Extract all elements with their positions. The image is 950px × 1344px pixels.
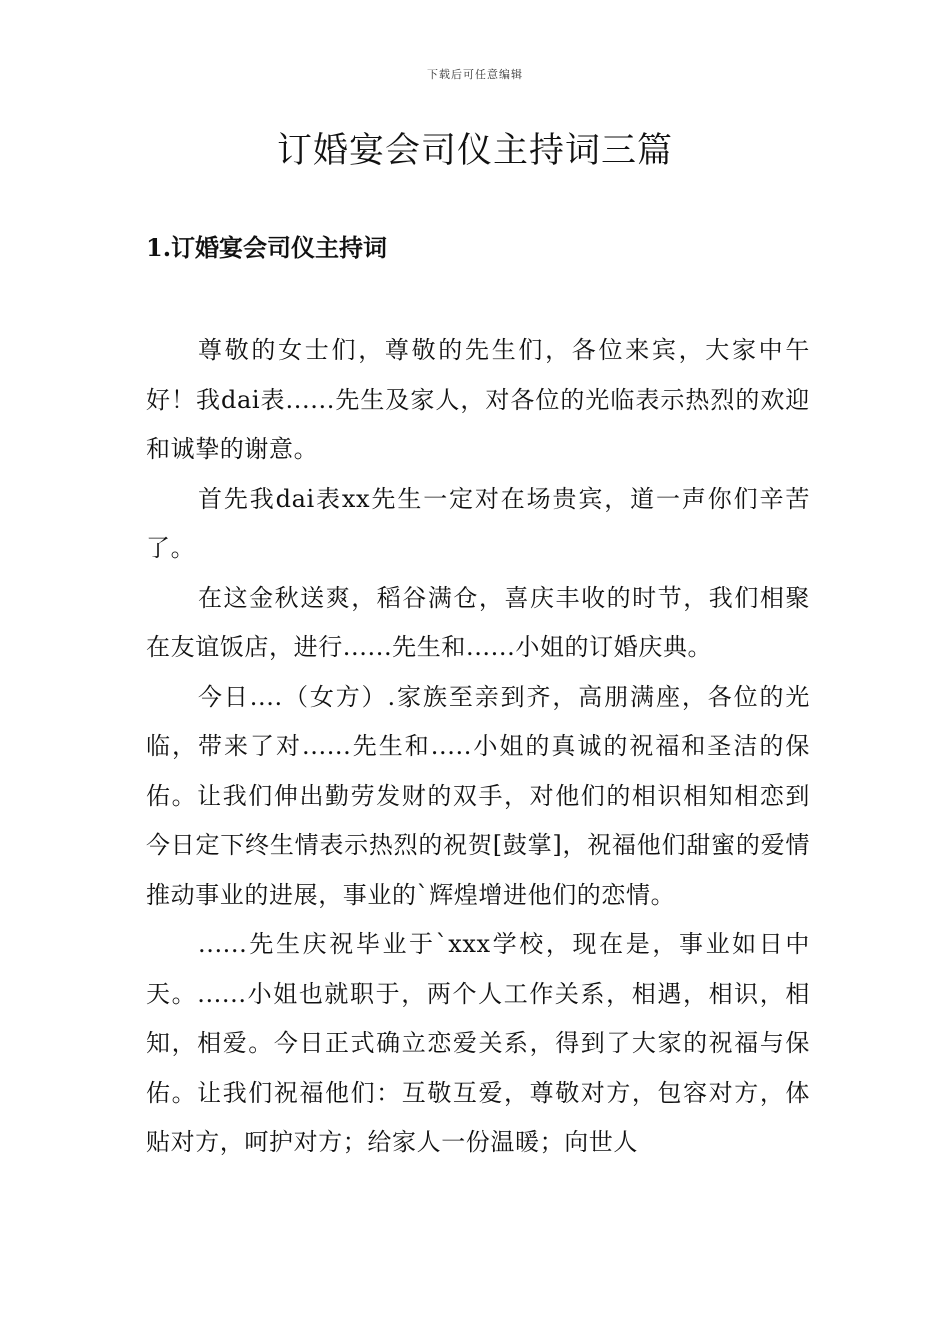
paragraph: ......先生庆祝毕业于`xxx学校，现在是，事业如日中天。......小姐也就职于，两个人工作关系，相遇，相识，相知，相爱。今日正式确立恋爱关系，得到了大家的祝福与保佑。让我们祝福他们：互敬互爱，尊敬对方，包容对方，体贴对方，呵护对方；给家人一份温暖；向世人 — [146, 930, 810, 1156]
paragraph: 尊敬的女士们，尊敬的先生们，各位来宾，大家中午好！我dai表......先生及家人，对各位的光临表示热烈的欢迎和诚挚的谢意。 — [146, 336, 810, 463]
paragraph: 在这金秋送爽，稻谷满仓，喜庆丰收的时节，我们相聚在友谊饭店，进行......先生和......小姐的订婚庆典。 — [146, 583, 810, 661]
section-heading: 1.订婚宴会司仪主持词 — [146, 233, 388, 262]
header-note: 下载后可任意编辑 — [427, 68, 523, 81]
document-body — [146, 326, 810, 1168]
document-title: 订婚宴会司仪主持词三篇 — [276, 131, 673, 171]
paragraph: 首先我dai表xx先生一定对在场贵宾，道一声你们辛苦了。 — [146, 484, 810, 562]
paragraph: 今日....（女方）.家族至亲到齐，高朋满座，各位的光临，带来了对......先生和.....小姐的真诚的祝福和圣洁的保佑。让我们伸出勤劳发财的双手，对他们的相识相知相恋到今日定下终生情表示热烈的祝贺[鼓掌]，祝福他们甜蜜的爱情推动事业的进展，事业的`辉煌增进他们的恋情。 — [146, 682, 810, 909]
